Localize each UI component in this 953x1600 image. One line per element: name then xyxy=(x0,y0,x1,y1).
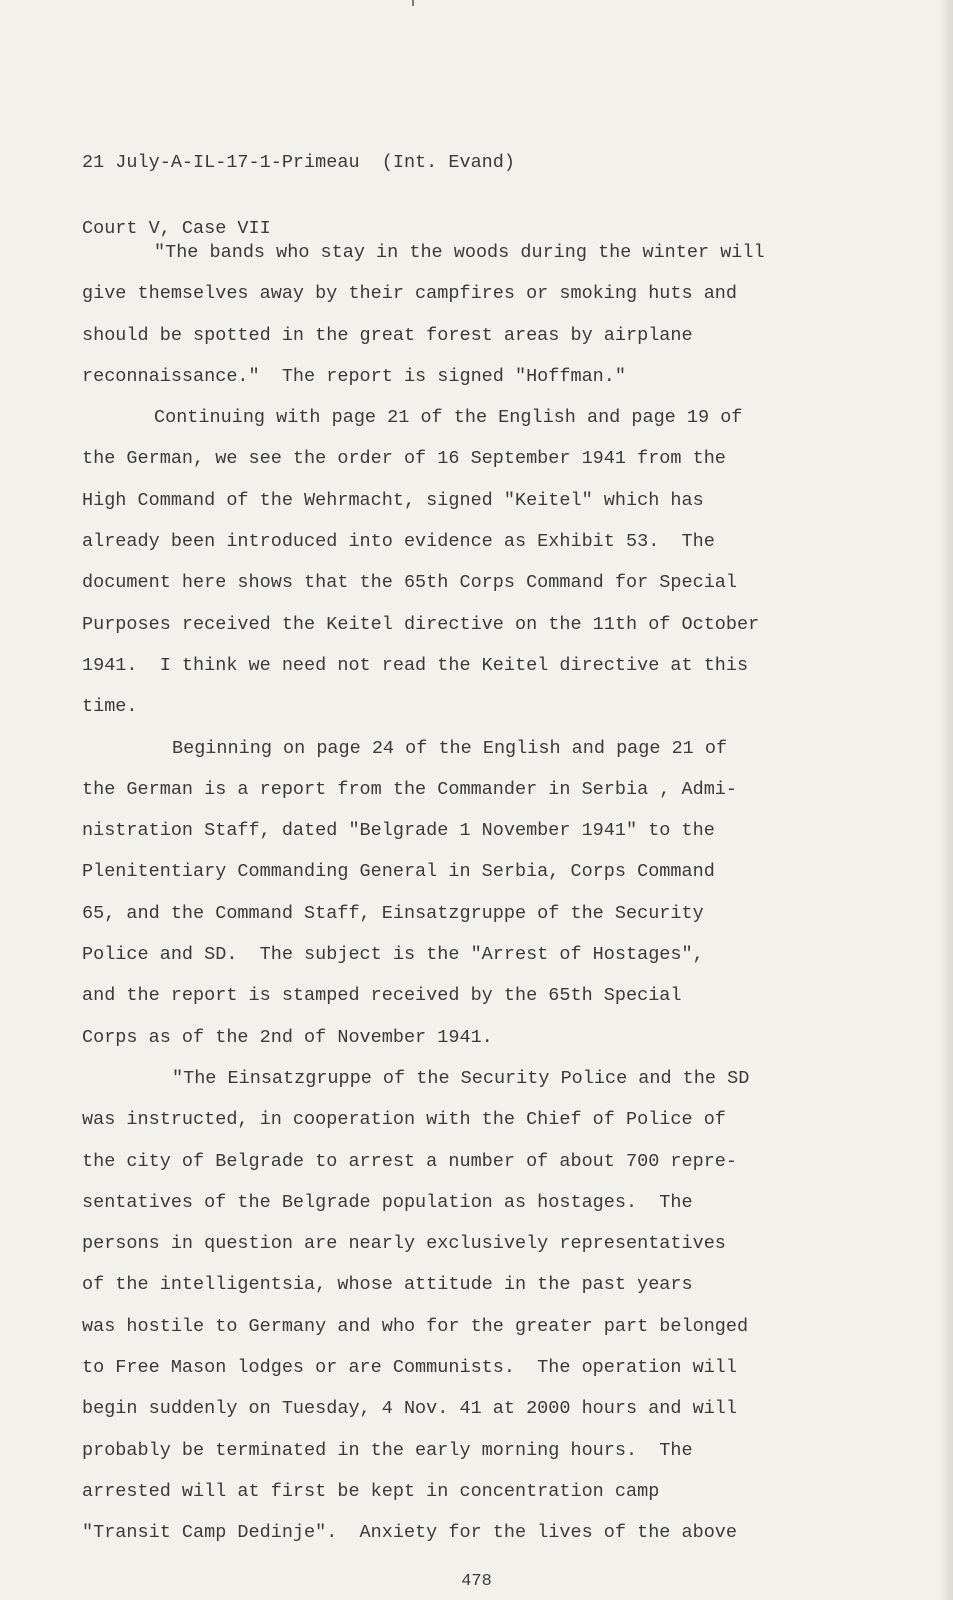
text-line: was instructed, in cooperation with the Chief of Police of xyxy=(82,1109,726,1131)
text-line: "The bands who stay in the woods during the winter will xyxy=(154,242,765,263)
header-line-1: 21 July-A-IL-17-1-Primeau (Int. Evand) xyxy=(82,152,515,173)
text-line: arrested will at first be kept in concentration camp xyxy=(82,1480,660,1502)
text-line: nistration Staff, dated "Belgrade 1 November 1941" to the xyxy=(82,820,715,842)
text-line: was hostile to Germany and who for the greater part belonged xyxy=(82,1315,749,1337)
header-line-2: Court V, Case VII xyxy=(82,218,271,239)
text-line: the German, we see the order of 16 September 1941 from the xyxy=(82,448,726,470)
text-line: Purposes received the Keitel directive on the 11th of October xyxy=(82,613,760,635)
text-line: should be spotted in the great forest areas by airplane xyxy=(82,324,693,346)
text-line: "The Einsatzgruppe of the Security Police and the SD xyxy=(172,1067,750,1089)
text-line: Beginning on page 24 of the English and page 21 of xyxy=(172,737,728,759)
text-line: document here shows that the 65th Corps Command for Special xyxy=(82,572,738,594)
scan-mark xyxy=(412,0,414,6)
text-line: the German is a report from the Commander in Serbia , Admi- xyxy=(82,778,738,800)
text-line: sentatives of the Belgrade population as hostages. The xyxy=(82,1191,693,1213)
text-line: and the report is stamped received by the 65th Special xyxy=(82,985,682,1007)
text-line: reconnaissance." The report is signed "Hoffman." xyxy=(82,365,626,387)
text-line: Police and SD. The subject is the "Arrest of Hostages", xyxy=(82,944,704,966)
text-line: time. xyxy=(82,696,138,718)
transcript-body xyxy=(82,232,852,1554)
text-line: 1941. I think we need not read the Keitel directive at this xyxy=(82,654,749,676)
text-line: of the intelligentsia, whose attitude in the past years xyxy=(82,1274,693,1296)
text-line: Plenitentiary Commanding General in Serbia, Corps Command xyxy=(82,861,715,883)
text-line: begin suddenly on Tuesday, 4 Nov. 41 at 2000 hours and will xyxy=(82,1398,738,1420)
text-line: the city of Belgrade to arrest a number of about 700 repre- xyxy=(82,1150,738,1172)
text-line: persons in question are nearly exclusively representatives xyxy=(82,1233,726,1255)
text-line: Continuing with page 21 of the English and page 19 of xyxy=(154,407,743,429)
text-line: Corps as of the 2nd of November 1941. xyxy=(82,1026,493,1048)
page-number: 478 xyxy=(461,1572,492,1591)
text-line: "Transit Camp Dedinje". Anxiety for the lives of the above xyxy=(82,1522,738,1544)
text-line: High Command of the Wehrmacht, signed "Keitel" which has xyxy=(82,489,704,511)
text-line: probably be terminated in the early morning hours. The xyxy=(82,1439,693,1461)
text-line: 65, and the Command Staff, Einsatzgruppe of the Security xyxy=(82,902,704,924)
page-edge-shadow xyxy=(939,0,953,1600)
text-line: already been introduced into evidence as Exhibit 53. The xyxy=(82,531,715,553)
text-line: to Free Mason lodges or are Communists. The operation will xyxy=(82,1357,738,1379)
text-line: give themselves away by their campfires or smoking huts and xyxy=(82,283,738,305)
